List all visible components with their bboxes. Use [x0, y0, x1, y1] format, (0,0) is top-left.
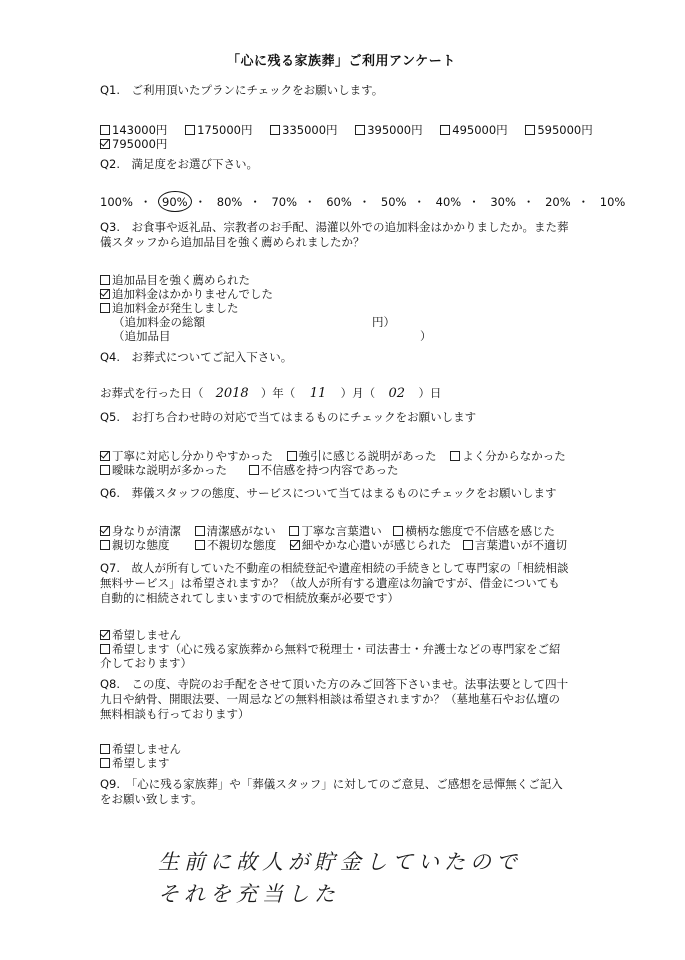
q3-item-close: ）	[420, 329, 432, 343]
q8-line2: 九日や納骨、開眼法要、一周忌などの無料相談は希望されますか？（墓地墓石やお仏壇の	[100, 692, 560, 706]
q6-row2	[100, 537, 567, 553]
q6-option-inappropriate-language[interactable]: 言葉遣いが不適切	[463, 537, 567, 553]
q1-label: Q1. ご利用頂いたプランにチェックをお願いします。	[100, 83, 384, 97]
q6-option-kind[interactable]: 親切な態度	[100, 537, 170, 553]
checkbox[interactable]	[100, 644, 110, 654]
q2-label: Q2. 満足度をお選び下さい。	[100, 157, 259, 171]
q4-label: Q4. お葬式についてご記入下さい。	[100, 350, 293, 364]
scale-60[interactable]: 60%	[326, 195, 352, 209]
q7-option-yes-cont: 介しております）	[100, 656, 192, 670]
plan-option-335000[interactable]: 335000円	[270, 122, 337, 138]
scale-40[interactable]: 40%	[435, 195, 462, 209]
plan-option-595000[interactable]: 595000円	[525, 122, 592, 138]
checkbox[interactable]	[195, 526, 205, 536]
scale-70[interactable]: 70%	[271, 195, 298, 209]
q9-handwritten-answer-line2[interactable]: それを充当した	[158, 882, 340, 906]
q1-options-row1	[100, 122, 607, 138]
q8-option-yes[interactable]: 希望します	[100, 755, 170, 771]
day-unit: ）日	[418, 386, 442, 400]
q5-label: Q5. お打ち合わせ時の対応で当てはまるものにチェックをお願いします	[100, 410, 477, 424]
scale-50[interactable]: 50%	[380, 195, 407, 209]
checkbox[interactable]	[450, 451, 460, 461]
q6-option-clean[interactable]: 身なりが清潔	[100, 523, 181, 539]
scale-100[interactable]: 100%	[100, 195, 133, 209]
q5-option-clear[interactable]: 丁寧に対応し分かりやすかった	[100, 448, 273, 464]
checkbox-checked[interactable]	[290, 540, 300, 550]
q3-item-label: （追加品目	[113, 329, 171, 343]
plan-option-795000[interactable]: 795000円	[100, 136, 167, 152]
q5-option-distrust[interactable]: 不信感を持つ内容であった	[249, 462, 399, 478]
plan-option-395000[interactable]: 395000円	[355, 122, 422, 138]
q6-option-arrogant[interactable]: 横柄な態度で不信感を感じた	[393, 523, 555, 539]
checkbox[interactable]	[287, 451, 297, 461]
plan-option-495000[interactable]: 495000円	[440, 122, 507, 138]
q8-option-no[interactable]: 希望しません	[100, 741, 181, 757]
q3-label-line2: 儀スタッフから追加品目を強く薦められましたか？	[100, 235, 365, 249]
checkbox[interactable]	[355, 125, 365, 135]
q6-option-attentive[interactable]: 細やかな心遣いが感じられた	[290, 537, 452, 553]
checkbox-checked[interactable]	[100, 139, 110, 149]
q5-option-pushy[interactable]: 強引に感じる説明があった	[287, 448, 437, 464]
checkbox[interactable]	[463, 540, 473, 550]
q6-option-not-clean[interactable]: 清潔感がない	[195, 523, 276, 539]
checkbox[interactable]	[100, 303, 110, 313]
checkbox-checked[interactable]	[100, 526, 110, 536]
year-unit: ）年（	[260, 386, 296, 400]
satisfaction-scale: 100% ・ 90% ・ 80% ・ 70% ・ 60% ・ 50% ・ 40% ・ 30% ・ 20% ・ 10%	[100, 195, 626, 209]
funeral-date-label: お葬式を行った日（	[100, 386, 204, 400]
q9-handwritten-answer-line1[interactable]: 生前に故人が貯金していたので	[158, 850, 522, 874]
q4-date-row	[100, 385, 441, 401]
q7-option-yes[interactable]: 希望します（心に残る家族葬から無料で税理士・司法書士・弁護士などの専門家をご紹	[100, 641, 561, 657]
checkbox[interactable]	[100, 758, 110, 768]
q7-option-no[interactable]: 希望しません	[100, 627, 181, 643]
q6-option-polite-language[interactable]: 丁寧な言葉遣い	[289, 523, 382, 539]
page-title: 「心に残る家族葬」ご利用アンケート	[227, 54, 456, 69]
checkbox[interactable]	[100, 744, 110, 754]
checkbox[interactable]	[393, 526, 403, 536]
checkbox[interactable]	[100, 125, 110, 135]
checkbox[interactable]	[195, 540, 205, 550]
checkbox[interactable]	[525, 125, 535, 135]
q3-total-unit: 円）	[372, 315, 395, 329]
q9-line2: をお願い致します。	[100, 792, 203, 806]
checkbox[interactable]	[185, 125, 195, 135]
scale-90-selected[interactable]: 90%	[162, 195, 188, 209]
q5-option-vague[interactable]: 曖昧な説明が多かった	[100, 462, 227, 478]
checkbox[interactable]	[249, 465, 259, 475]
checkbox[interactable]	[270, 125, 280, 135]
checkbox-checked[interactable]	[100, 451, 110, 461]
q3-total-label: （追加料金の総額	[113, 315, 205, 329]
plan-option-143000[interactable]: 143000円	[100, 122, 167, 138]
month-unit: ）月（	[340, 386, 376, 400]
checkbox[interactable]	[100, 275, 110, 285]
scale-30[interactable]: 30%	[490, 195, 516, 209]
q7-line3: 自動的に相続されてしまいますので相続放棄が必要です）	[100, 591, 399, 605]
q8-line1: Q8. この度、寺院のお手配をさせて頂いた方のみご回答下さいませ。法事法要として四十	[100, 677, 569, 691]
checkbox[interactable]	[289, 526, 299, 536]
year-handwritten[interactable]: 2018	[215, 386, 249, 401]
scale-20[interactable]: 20%	[545, 195, 571, 209]
plan-option-175000[interactable]: 175000円	[185, 122, 252, 138]
q7-line2: 無料サービス」は希望されますか？（故人が所有する遺産は勿論ですが、借金についても	[100, 576, 560, 590]
checkbox[interactable]	[440, 125, 450, 135]
q7-line1: Q7. 故人が所有していた不動産の相続登記や遺産相続の手続きとして専門家の「相続相談	[100, 561, 569, 575]
scale-10[interactable]: 10%	[599, 195, 626, 209]
checkbox[interactable]	[100, 465, 110, 475]
checkbox[interactable]	[100, 540, 110, 550]
q3-option-strongly-recommended[interactable]: 追加品目を強く薦められた	[100, 272, 250, 288]
month-handwritten[interactable]: 11	[309, 386, 327, 401]
q6-label: Q6. 葬儀スタッフの態度、サービスについて当てはまるものにチェックをお願いします	[100, 486, 557, 500]
q9-line1: Q9. 「心に残る家族葬」や「葬儀スタッフ」に対してのご意見、ご感想を忌憚無くご記入	[100, 777, 563, 791]
day-handwritten[interactable]: 02	[388, 386, 406, 401]
q3-label-line1: Q3. お食事や返礼品、宗教者のお手配、湯灌以外での追加料金はかかりましたか。また葬	[100, 220, 569, 234]
q5-row2	[100, 462, 413, 478]
q3-option-no-extra-fee[interactable]: 追加料金はかかりませんでした	[100, 286, 273, 302]
checkbox-checked[interactable]	[100, 289, 110, 299]
q8-line3: 無料相談も行っております）	[100, 707, 250, 721]
q5-option-unclear[interactable]: よく分からなかった	[450, 448, 566, 464]
q6-option-unkind[interactable]: 不親切な態度	[195, 537, 276, 553]
q3-option-extra-fee[interactable]: 追加料金が発生しました	[100, 300, 239, 316]
checkbox-checked[interactable]	[100, 630, 110, 640]
scale-80[interactable]: 80%	[216, 195, 243, 209]
